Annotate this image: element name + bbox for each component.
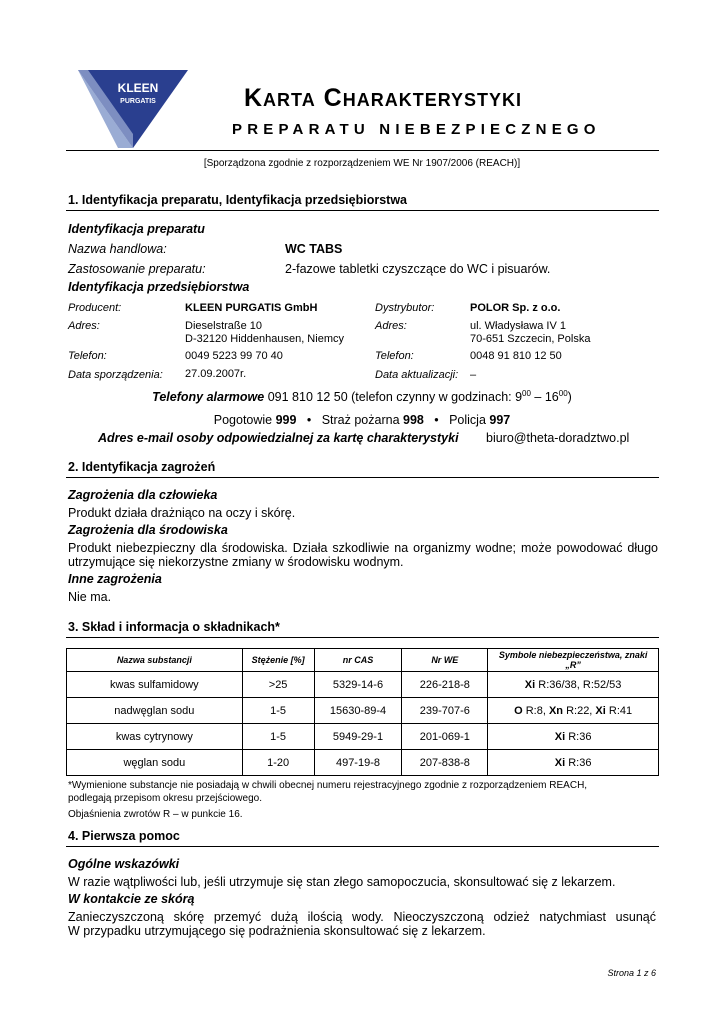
column-header: Nazwa substancji — [67, 649, 243, 672]
skin-contact-text-line2: W przypadku utrzymującego się podrażnienia skonsultować się z lekarzem. — [68, 924, 486, 938]
distributor-value: POLOR Sp. z o.o. — [470, 302, 561, 314]
skin-contact-text-line1: Zanieczyszczoną skórę przemyć dużą ilością wody. Nieoczyszczoną odzież natychmiast usunąć — [68, 910, 656, 924]
table-cell-we: 201-069-1 — [402, 724, 488, 750]
column-header: nr CAS — [314, 649, 402, 672]
table-cell-conc: 1-20 — [242, 750, 314, 776]
police-label: Policja — [449, 413, 490, 427]
table-cell-name: węglan sodu — [67, 750, 243, 776]
distributor-address-line1: ul. Władysława IV 1 — [470, 320, 566, 332]
producer-phone-label: Telefon: — [68, 350, 107, 362]
table-cell-name: nadwęglan sodu — [67, 698, 243, 724]
trade-name-label: Nazwa handlowa: — [68, 242, 167, 256]
table-cell-conc: 1-5 — [242, 724, 314, 750]
hazard-symbol: Xi — [554, 730, 566, 743]
table-cell-symbols — [488, 698, 659, 724]
hazard-symbol: Xi — [524, 678, 536, 691]
r-phrases: R:41 — [605, 704, 633, 717]
skin-contact-label: W kontakcie ze skórą — [68, 892, 195, 906]
table-cell-we: 239-707-6 — [402, 698, 488, 724]
alarm-phones-text-b: – 16 — [530, 390, 559, 405]
police-number: 997 — [489, 413, 511, 427]
column-header: Stężenie [%] — [242, 649, 314, 672]
table-row — [67, 672, 659, 698]
r-phrases: R:36 — [565, 756, 592, 769]
footnote-line2: podlegają przepisom okresu przejściowego. — [68, 793, 262, 804]
env-hazards-text-line2: utrzymujące się niekorzystne zmiany w środowisku wodnym. — [68, 555, 404, 569]
distributor-phone: 0048 91 810 12 50 — [470, 350, 562, 362]
page-number: Strona 1 z 6 — [607, 968, 656, 978]
logo-text-purgatis: PURGATIS — [120, 98, 156, 105]
distributor-label: Dystrybutor: — [375, 302, 435, 314]
hazard-symbol: Xi — [554, 756, 566, 769]
table-header-row — [67, 649, 659, 672]
date-created-label: Data sporządzenia: — [68, 369, 163, 381]
table-row — [67, 698, 659, 724]
producer-label: Producent: — [68, 302, 122, 314]
producer-phone: 0049 5223 99 70 40 — [185, 350, 283, 362]
r-phrases: R:36 — [565, 730, 592, 743]
column-header: Symbole niebezpieczeństwa, znaki „R” — [488, 649, 659, 672]
table-row — [67, 724, 659, 750]
logo-text-kleen: KLEEN — [117, 81, 159, 95]
hazard-symbol: Xi — [595, 704, 606, 717]
human-hazards-text: Produkt działa drażniąco na oczy i skórę. — [68, 506, 296, 520]
table-cell-cas: 497-19-8 — [314, 750, 402, 776]
section-1-sub-company: Identyfikacja przedsiębiorstwa — [68, 280, 250, 294]
email-label: Adres e-mail osoby odpowiedzialnej za kartę charakterystyki — [98, 431, 459, 445]
fire-label: Straż pożarna — [321, 413, 403, 427]
ambulance-label: Pogotowie — [213, 413, 276, 427]
email-value[interactable]: biuro@theta-doradztwo.pl — [486, 431, 630, 445]
env-hazards-text-line1: Produkt niebezpieczny dla środowiska. Działa szkodliwie na organizmy wodne; może powodować długo — [68, 541, 658, 555]
section-4-divider — [66, 846, 659, 847]
table-cell-conc: 1-5 — [242, 698, 314, 724]
date-created-value: 27.09.2007r. — [185, 368, 247, 380]
composition-table — [66, 648, 659, 776]
table-cell-name: kwas sulfamidowy — [67, 672, 243, 698]
r-phrases: R:22, — [563, 704, 596, 717]
emergency-numbers — [0, 413, 724, 427]
producer-address-label: Adres: — [68, 320, 100, 332]
alarm-phones-text-c: ) — [567, 390, 572, 405]
date-updated-label: Data aktualizacji: — [375, 369, 459, 381]
env-hazards-label: Zagrożenia dla środowiska — [68, 523, 228, 537]
table-cell-cas: 5949-29-1 — [314, 724, 402, 750]
section-4-heading: 4. Pierwsza pomoc — [68, 829, 180, 843]
table-cell-cas: 5329-14-6 — [314, 672, 402, 698]
section-1-sub-preparation: Identyfikacja preparatu — [68, 222, 205, 236]
alarm-sup-2: 00 — [558, 389, 568, 398]
document-subtitle: PREPARATU NIEBEZPIECZNEGO — [232, 121, 601, 138]
hazard-symbol: Xn — [548, 704, 564, 717]
footnote-line1: *Wymienione substancje nie posiadają w chwili obecnej numeru rejestracyjnego zgodnie z rozporządzeniem REACH, — [68, 780, 588, 791]
footnote-line3: Objaśnienia zwrotów R – w punkcie 16. — [68, 809, 243, 820]
table-cell-conc: >25 — [242, 672, 314, 698]
producer-address-line1: Dieselstraße 10 — [185, 320, 263, 332]
use-label: Zastosowanie preparatu: — [68, 262, 206, 276]
kleen-purgatis-logo — [78, 70, 188, 148]
alarm-phones-label: Telefony alarmowe — [152, 390, 265, 405]
hazard-symbol: O — [514, 704, 523, 717]
distributor-phone-label: Telefon: — [375, 350, 414, 362]
general-guidance-text: W razie wątpliwości lub, jeśli utrzymuje się stan złego samopoczucia, skonsultować się z lekarzem. — [68, 875, 616, 889]
human-hazards-label: Zagrożenia dla człowieka — [68, 488, 218, 502]
table-row — [67, 750, 659, 776]
date-updated-value: – — [470, 369, 477, 381]
table-cell-cas: 15630-89-4 — [314, 698, 402, 724]
r-phrases: R:36/38, R:52/53 — [535, 678, 622, 691]
alarm-phones — [0, 389, 724, 404]
use-value: 2-fazowe tabletki czyszczące do WC i pisuarów. — [285, 262, 551, 276]
alarm-sup-1: 00 — [522, 389, 531, 398]
table-cell-name: kwas cytrynowy — [67, 724, 243, 750]
section-3-heading: 3. Skład i informacja o składnikach* — [68, 620, 280, 634]
section-3-divider — [66, 637, 659, 638]
section-2-heading: 2. Identyfikacja zagrożeń — [68, 460, 216, 474]
fire-number: 998 — [403, 413, 424, 427]
table-cell-symbols — [488, 750, 659, 776]
table-cell-symbols — [488, 672, 659, 698]
producer-value: KLEEN PURGATIS GmbH — [185, 302, 318, 314]
column-header: Nr WE — [402, 649, 488, 672]
table-cell-we: 226-218-8 — [402, 672, 488, 698]
reach-note: [Sporządzona zgodnie z rozporządzeniem WE Nr 1907/2006 (REACH)] — [203, 158, 521, 169]
section-1-heading: 1. Identyfikacja preparatu, Identyfikacja przedsiębiorstwa — [68, 193, 408, 207]
distributor-address-label: Adres: — [375, 320, 407, 332]
other-hazards-label: Inne zagrożenia — [68, 572, 162, 586]
bullet-2: • — [434, 413, 439, 427]
general-guidance-label: Ogólne wskazówki — [68, 857, 180, 871]
document-title: Karta Charakterystyki — [244, 84, 523, 112]
alarm-phones-text-a: 091 810 12 50 (telefon czynny w godzinach: 9 — [264, 390, 523, 405]
bullet-1: • — [306, 413, 312, 427]
section-1-divider — [66, 210, 659, 211]
header-divider — [66, 150, 659, 151]
table-cell-we: 207-838-8 — [402, 750, 488, 776]
section-2-divider — [66, 477, 659, 478]
ambulance-number: 999 — [275, 413, 297, 427]
trade-name-value: WC TABS — [285, 242, 343, 256]
distributor-address-line2: 70-651 Szczecin, Polska — [470, 333, 591, 345]
table-cell-symbols — [488, 724, 659, 750]
r-phrases: R:8, — [522, 704, 549, 717]
producer-address-line2: D-32120 Hiddenhausen, Niemcy — [185, 333, 344, 345]
other-hazards-text: Nie ma. — [68, 590, 112, 604]
